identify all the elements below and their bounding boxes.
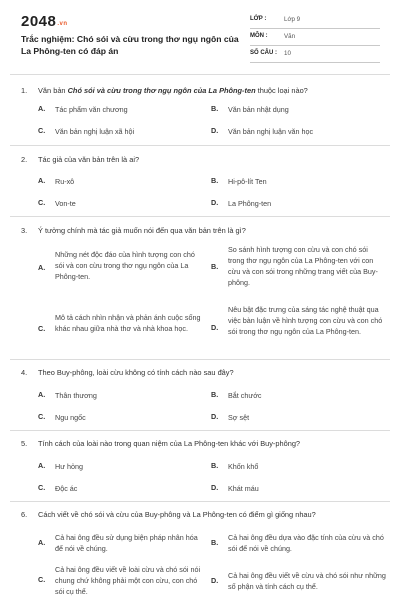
option-letter: A. <box>38 263 46 272</box>
option-text: Hi-pô-lít Ten <box>228 177 267 186</box>
option-text: Bắt chước <box>228 391 262 400</box>
option-text: Độc ác <box>55 484 78 493</box>
option-letter: B. <box>211 176 219 185</box>
option-letter: B. <box>211 262 219 271</box>
document-title: Trắc nghiệm: Chó sói và cừu trong thơ ngụ ngôn của La Phông-ten có đáp án <box>21 34 239 56</box>
option-text: So sánh hình tượng con cừu và con chó sói trong thơ ngụ ngôn của La Phông-ten với con cừu và con sói trong những trang viết của Buy-phông. <box>228 245 378 287</box>
meta-key: SỐ CÂU : <box>250 50 277 56</box>
question-text: Theo Buy-phông, loài cừu không có tính cách nào sau đây? <box>38 368 234 377</box>
option-letter: D. <box>211 126 219 135</box>
meta-value: Văn <box>284 33 296 40</box>
option-text: Nêu bật đặc trưng của sáng tác nghệ thuật qua việc bàn luận về hình tượng con cừu và con chó sói trong thơ ngụ ngôn của La Phông-ten. <box>228 305 383 336</box>
meta-row-count <box>250 48 380 63</box>
option-text: Văn bản nghị luận xã hội <box>55 127 135 136</box>
option-letter: C. <box>38 198 46 207</box>
option-letter: D. <box>211 198 219 207</box>
option-letter: A. <box>38 390 46 399</box>
question-text: Ý tưởng chính mà tác giả muốn nói đến qua văn bản trên là gì? <box>38 226 246 235</box>
question-divider <box>10 359 390 360</box>
question-number: 4. <box>21 368 28 377</box>
option-text: La Phông-ten <box>228 199 272 208</box>
question-number: 6. <box>21 510 28 519</box>
question-number: 2. <box>21 155 28 164</box>
question-divider <box>10 430 390 431</box>
option-text: Von-te <box>55 199 76 208</box>
option-text: Văn bản nghị luận văn học <box>228 127 314 136</box>
question-divider <box>10 145 390 146</box>
option-letter: C. <box>38 483 46 492</box>
question-4 <box>21 368 234 377</box>
option-letter: A. <box>38 104 46 113</box>
option-letter: D. <box>211 576 219 585</box>
option-text: Khát máu <box>228 484 259 493</box>
logo-suffix: .vn <box>57 21 68 27</box>
option-letter: C. <box>38 126 46 135</box>
option-text: Tác phẩm văn chương <box>55 105 128 114</box>
option-letter: C. <box>38 324 46 333</box>
option-letter: A. <box>38 461 46 470</box>
option-letter: B. <box>211 104 219 113</box>
header-divider <box>10 74 390 75</box>
meta-row-subject <box>250 31 380 46</box>
option-text: Những nét độc đáo của hình tượng con chó sói và con cừu trong thơ ngụ ngôn của La Phông-ten. <box>55 250 195 281</box>
question-emphasis: Chó sói và cừu trong thơ ngụ ngôn của La Phông-ten <box>67 86 256 95</box>
question-2 <box>21 155 139 164</box>
meta-value: Lớp 9 <box>284 16 301 23</box>
option-text: Cả hai ông đều viết về cừu và chó sói như những số phận và tính cách cụ thể. <box>228 571 386 591</box>
option-text: Thân thương <box>55 391 97 400</box>
option-letter: D. <box>211 412 219 421</box>
question-text: Cách viết về chó sói và cừu của Buy-phông và La Phông-ten có điểm gì giống nhau? <box>38 510 316 519</box>
meta-table <box>250 14 380 65</box>
logo-text: 2048 <box>21 13 57 30</box>
question-text: Văn bản <box>38 86 68 95</box>
option-letter: C. <box>38 575 46 584</box>
option-letter: A. <box>38 176 46 185</box>
meta-key: MÔN : <box>250 33 268 39</box>
question-divider <box>10 216 390 217</box>
option-text: Cả hai ông đều sử dụng biện pháp nhân hóa để nói về chúng. <box>55 533 198 553</box>
option-text: Ru-xô <box>55 177 75 186</box>
question-text: thuộc loại nào? <box>255 86 308 95</box>
option-letter: D. <box>211 483 219 492</box>
question-number: 1. <box>21 86 28 95</box>
question-5 <box>21 439 300 448</box>
question-divider <box>10 501 390 502</box>
question-number: 5. <box>21 439 28 448</box>
option-letter: A. <box>38 538 46 547</box>
question-text: Tác giả của văn bản trên là ai? <box>38 155 140 164</box>
option-text: Cả hai ông đều viết về loài cừu và chó sói nói chung chứ không phải một con cừu, con chó sói cụ thể. <box>55 565 201 596</box>
option-text: Khốn khổ <box>228 462 259 471</box>
question-text: Tính cách của loài nào trong quan niệm của La Phông-ten khác với Buy-phông? <box>38 439 301 448</box>
option-letter: B. <box>211 538 219 547</box>
question-number: 3. <box>21 226 28 235</box>
option-letter: B. <box>211 461 219 470</box>
header <box>0 0 400 72</box>
option-text: Văn bản nhật dụng <box>228 105 289 114</box>
option-text: Mô tả cách nhìn nhận và phản ánh cuộc sống khác nhau giữa nhà thơ và nhà khoa học. <box>55 313 201 333</box>
option-text: Ngu ngốc <box>55 413 86 422</box>
question-1 <box>21 86 308 95</box>
question-6 <box>21 510 316 519</box>
meta-value: 10 <box>284 50 291 57</box>
option-text: Hư hỏng <box>55 462 83 471</box>
meta-key: LỚP : <box>250 16 267 22</box>
question-3 <box>21 226 246 235</box>
option-letter: B. <box>211 390 219 399</box>
option-text: Sợ sệt <box>228 413 250 422</box>
meta-row-class <box>250 14 380 29</box>
option-letter: D. <box>211 323 219 332</box>
option-letter: C. <box>38 412 46 421</box>
site-logo[interactable] <box>21 13 68 30</box>
option-text: Cả hai ông đều dựa vào đặc tính của cừu và chó sói để nói về chúng. <box>228 533 384 553</box>
